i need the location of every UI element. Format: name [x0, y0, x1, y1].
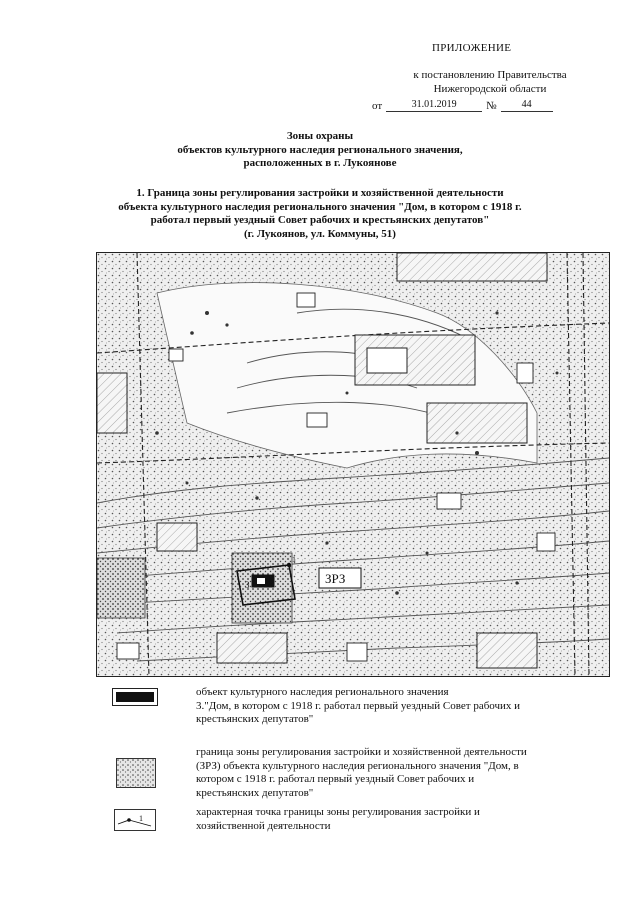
section-line-3: работал первый уездный Совет рабочих и крестьянских депутатов" [150, 214, 490, 226]
title-line-1: Зоны охраны [286, 130, 354, 142]
section-line-2: объекта культурного наследия регионального значения "Дом, в котором с 1918 г. [118, 200, 522, 213]
legend-object-text [196, 686, 598, 727]
document-title [0, 130, 640, 171]
number-label: № [486, 100, 497, 112]
legend-zone-text [196, 746, 598, 800]
decree-number: 44 [501, 99, 553, 112]
decree-reference: к постановлению Правительства [413, 69, 567, 81]
legend-point-line-1: характерная точка границы зоны регулирования застройки и [196, 806, 480, 818]
zone-label: ЗРЗ [325, 571, 346, 586]
legend-point-text [196, 806, 598, 833]
legend-object-line-1: объект культурного наследия регионального значения [196, 686, 449, 698]
legend-point-graphic [115, 810, 155, 830]
legend-point-line-2: хозяйственной деятельности [196, 819, 331, 832]
section-heading [0, 187, 640, 241]
region-name: Нижегородской области [433, 83, 547, 95]
section-line-1: 1. Граница зоны регулирования застройки и хозяйственной деятельности [136, 187, 504, 199]
decree-date: 31.01.2019 [386, 99, 482, 112]
decree-date-number [372, 99, 553, 112]
point-number: 1 [292, 555, 296, 564]
boundary-point [287, 563, 291, 567]
legend-point-number: 1 [139, 814, 143, 823]
title-line-3: расположенных в г. Лукоянове [243, 157, 397, 169]
heritage-object [252, 575, 274, 587]
zone-map [96, 252, 610, 677]
legend-zone-pattern [117, 759, 155, 787]
title-line-2: объектов культурного наследия регионального значения, [177, 143, 463, 156]
legend-object-line-2: 3."Дом, в котором с 1918 г. работал первый уездный Совет рабочих и [196, 699, 521, 712]
dense-area-west [97, 558, 145, 618]
from-label: от [372, 100, 383, 112]
dense-area [232, 553, 292, 623]
object-number: 3 [245, 580, 250, 590]
legend-zone-symbol [116, 758, 156, 788]
appendix-title: ПРИЛОЖЕНИЕ [432, 42, 512, 54]
map-canvas [97, 253, 609, 676]
legend-point-symbol [114, 809, 156, 831]
legend-zone-line-3: котором с 1918 г. работал первый уездный Совет рабочих и [196, 773, 475, 786]
legend-object-symbol [112, 688, 158, 706]
section-line-4: (г. Лукоянов, ул. Коммуны, 51) [244, 227, 396, 240]
legend-zone-line-4: крестьянских депутатов" [196, 786, 314, 799]
legend-zone-line-2: (ЗРЗ) объекта культурного наследия регионального значения "Дом, в [196, 759, 519, 772]
legend-object-line-3: крестьянских депутатов" [196, 713, 314, 726]
legend-zone-line-1: граница зоны регулирования застройки и хозяйственной деятельности [196, 746, 527, 758]
